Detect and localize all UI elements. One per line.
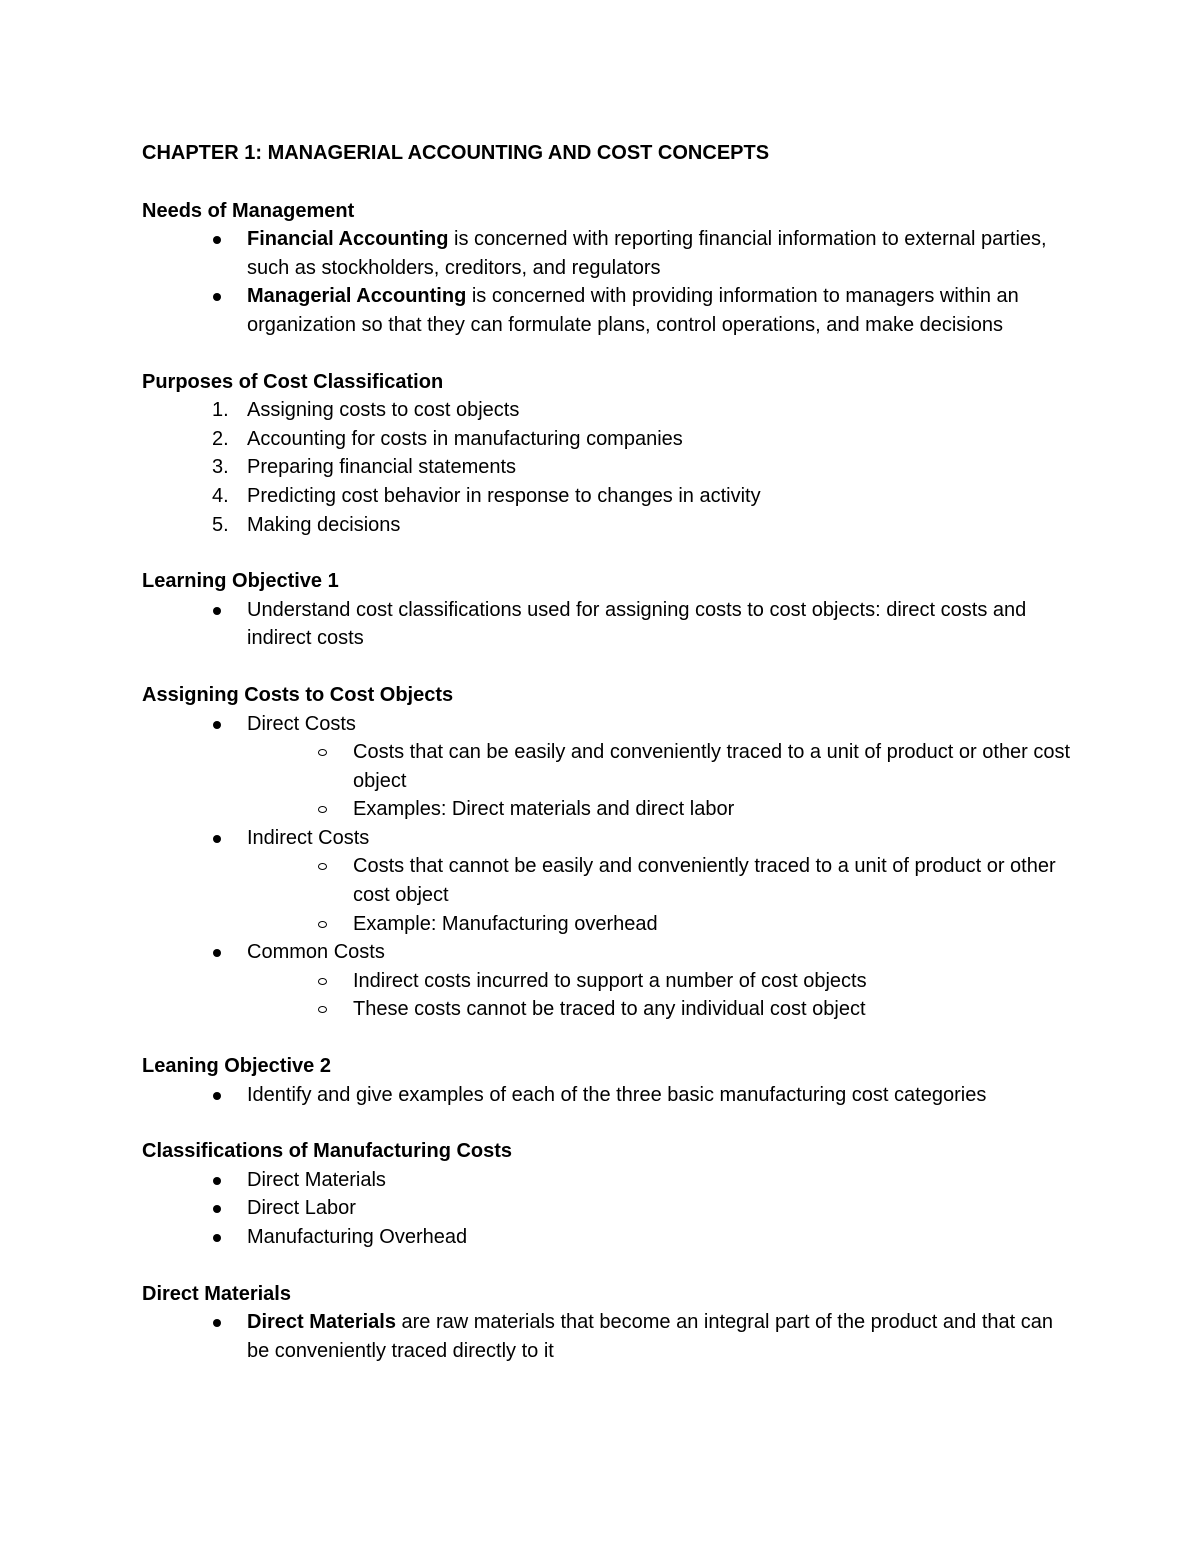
list-number: 5.	[212, 513, 229, 536]
definition: is concerned with providing information to managers within an organization so that they can formulate plans, control operations, and make decisions	[247, 285, 1019, 336]
section-heading: Leaning Objective 2	[142, 1055, 331, 1078]
list-item-text: These costs cannot be traced to any individual cost object	[353, 998, 866, 1021]
bullet-icon	[213, 1234, 221, 1242]
list-item-text: Preparing financial statements	[247, 456, 517, 479]
bullet-list	[142, 1166, 1072, 1252]
bullet-icon	[213, 1092, 221, 1100]
bullet-list	[142, 225, 1072, 339]
bullet-icon	[213, 1205, 221, 1213]
list-item	[142, 1166, 1072, 1195]
hollow-bullet-icon	[318, 1006, 327, 1013]
list-item-text: Making decisions	[247, 513, 401, 536]
hollow-bullet-icon	[318, 978, 327, 985]
bullet-icon	[213, 949, 221, 957]
sub-list-item	[142, 995, 1072, 1024]
list-number: 2.	[212, 427, 229, 450]
list-item-text: Examples: Direct materials and direct labor	[353, 798, 735, 821]
term: Financial Accounting	[247, 228, 449, 251]
term: Direct Materials	[247, 1311, 396, 1334]
bullet-icon	[213, 293, 221, 301]
bullet-icon	[213, 835, 221, 843]
section-heading: Needs of Management	[142, 199, 355, 222]
list-item	[142, 1308, 1072, 1365]
section-needs-of-management	[142, 197, 1072, 340]
bullet-icon	[213, 607, 221, 615]
term: Managerial Accounting	[247, 285, 467, 308]
list-item	[142, 282, 1072, 339]
list-item-text: Costs that cannot be easily and conveniently traced to a unit of product or other cost object	[353, 855, 1056, 907]
hollow-bullet-icon	[318, 863, 327, 870]
list-item-text: Example: Manufacturing overhead	[353, 912, 658, 935]
section-assigning-costs	[142, 681, 1072, 1024]
definition: are raw materials that become an integral part of the product and that can be conveniently traced directly to it	[247, 1311, 1054, 1362]
list-item	[142, 710, 1072, 739]
section-direct-materials	[142, 1280, 1072, 1366]
list-number: 3.	[212, 456, 229, 479]
list-item	[142, 1194, 1072, 1223]
definition: is concerned with reporting financial information to external parties, such as stockholders, creditors, and regulators	[247, 228, 1047, 279]
list-number: 1.	[212, 399, 229, 422]
section-classifications	[142, 1137, 1072, 1251]
bullet-list	[142, 710, 1072, 1025]
bullet-list	[142, 596, 1072, 653]
section-heading: Classifications of Manufacturing Costs	[142, 1140, 513, 1163]
list-item-text: Manufacturing Overhead	[247, 1226, 468, 1248]
document-body	[142, 139, 1072, 1393]
list-item	[142, 596, 1072, 653]
list-item	[142, 824, 1072, 853]
list-item-text: Direct Labor	[247, 1197, 356, 1220]
list-item	[142, 1081, 1072, 1110]
section-heading: Direct Materials	[142, 1282, 291, 1305]
list-item	[142, 482, 1072, 511]
numbered-list	[142, 396, 1072, 539]
list-item	[142, 396, 1072, 425]
list-item	[142, 511, 1072, 540]
list-item-text: Indirect Costs	[247, 826, 370, 849]
list-item	[142, 938, 1072, 967]
list-item-text: Direct Materials	[247, 1168, 386, 1191]
list-item	[142, 425, 1072, 454]
list-item-text: Understand cost classifications used for assigning costs to cost objects: direct costs and indirect costs	[247, 598, 1027, 650]
list-item-text: Common Costs	[247, 941, 385, 964]
list-item-text: Predicting cost behavior in response to changes in activity	[247, 484, 761, 507]
list-number: 4.	[212, 484, 229, 507]
list-item	[142, 1223, 1072, 1252]
list-item	[142, 225, 1072, 282]
sub-list-item	[142, 795, 1072, 824]
list-item-text: Assigning costs to cost objects	[247, 399, 520, 422]
list-item-text: Costs that can be easily and conveniently traced to a unit of product or other cost object	[353, 741, 1071, 792]
bullet-icon	[213, 236, 221, 244]
hollow-bullet-icon	[318, 749, 327, 756]
list-item-text: Direct Costs	[247, 712, 356, 735]
section-learning-objective-2	[142, 1052, 1072, 1109]
section-learning-objective-1	[142, 567, 1072, 653]
section-heading: Assigning Costs to Cost Objects	[142, 683, 454, 706]
section-heading: Purposes of Cost Classification	[142, 370, 444, 393]
list-item-text: Accounting for costs in manufacturing companies	[247, 427, 683, 450]
list-item-text: Identify and give examples of each of the three basic manufacturing cost categories	[247, 1083, 987, 1106]
sub-list-item	[142, 852, 1072, 909]
hollow-bullet-icon	[318, 921, 327, 928]
bullet-icon	[213, 721, 221, 729]
sub-list-item	[142, 910, 1072, 939]
sub-list-item	[142, 738, 1072, 795]
list-item-text: Indirect costs incurred to support a number of cost objects	[353, 969, 867, 992]
section-purposes	[142, 368, 1072, 540]
bullet-icon	[213, 1319, 221, 1327]
bullet-icon	[213, 1177, 221, 1185]
section-heading: Learning Objective 1	[142, 570, 339, 593]
sub-list-item	[142, 967, 1072, 996]
chapter-title: CHAPTER 1: MANAGERIAL ACCOUNTING AND COST CONCEPTS	[142, 142, 770, 164]
hollow-bullet-icon	[318, 806, 327, 813]
list-item	[142, 453, 1072, 482]
bullet-list	[142, 1081, 1072, 1110]
bullet-list	[142, 1308, 1072, 1365]
